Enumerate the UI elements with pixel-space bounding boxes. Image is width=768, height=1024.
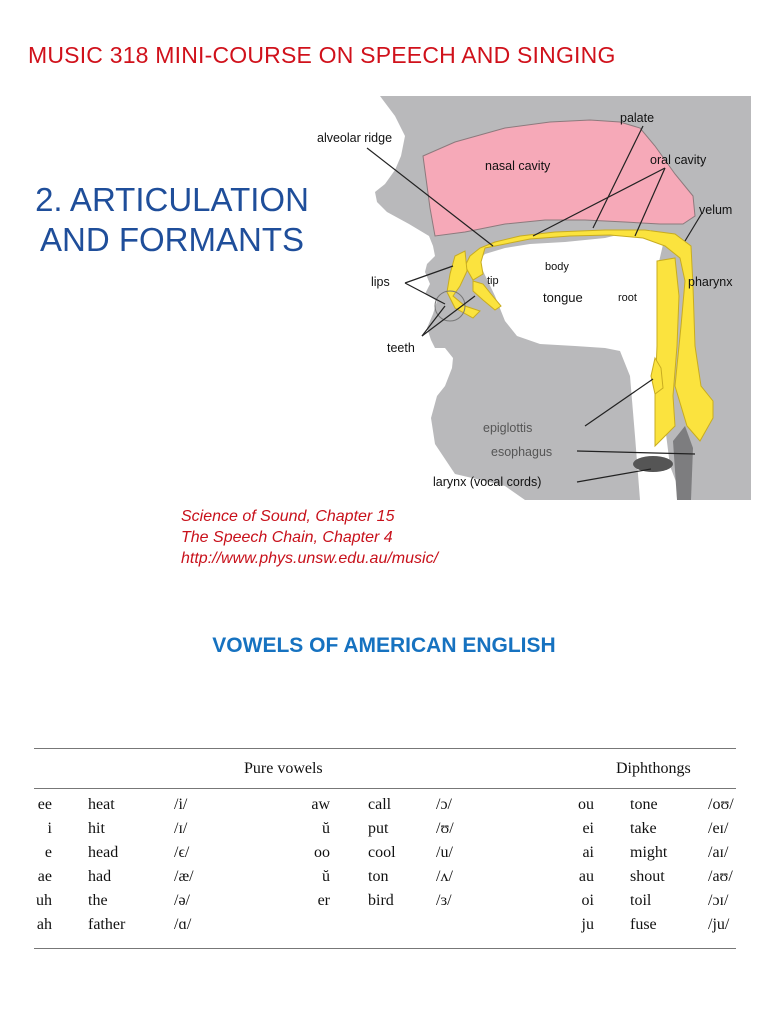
table-cell: /ɔ/: [436, 796, 452, 813]
label-teeth: teeth: [387, 341, 415, 355]
table-bottom-rule: [34, 948, 736, 949]
table-cell: might: [630, 844, 668, 861]
table-cell: aw: [311, 796, 330, 813]
table-cell: ton: [368, 868, 389, 885]
section-title-line1: 2. ARTICULATION: [35, 181, 309, 218]
label-nasal-cavity: nasal cavity: [485, 159, 551, 173]
table-cell: ae: [37, 868, 52, 885]
vocal-tract-diagram: [305, 96, 751, 500]
table-cell: /ɪ/: [174, 820, 188, 837]
label-root: root: [618, 292, 637, 304]
table-cell: the: [88, 892, 108, 909]
table-cell: toil: [630, 892, 652, 909]
table-cell: /u/: [436, 844, 453, 861]
table-cell: /æ/: [174, 868, 194, 885]
label-palate: palate: [620, 111, 655, 125]
table-cell: take: [630, 820, 657, 837]
table-cell: ei: [582, 820, 594, 837]
reference-url[interactable]: http://www.phys.unsw.edu.au/music/: [181, 550, 439, 567]
vowels-heading: VOWELS OF AMERICAN ENGLISH: [212, 634, 556, 657]
table-cell: /ə/: [174, 892, 190, 909]
table-cell: cool: [368, 844, 396, 861]
table-header-rule: [34, 788, 736, 789]
table-cell: /ɔɪ/: [708, 892, 729, 909]
table-cell: /eɪ/: [708, 820, 729, 837]
reference-2: The Speech Chain, Chapter 4: [181, 529, 393, 546]
table-cell: had: [88, 868, 112, 885]
table-cell: tone: [630, 796, 658, 813]
table-cell: /ʌ/: [436, 868, 453, 885]
table-cell: fuse: [630, 916, 657, 933]
label-tip: tip: [487, 275, 499, 287]
table-cell: /ϵ/: [174, 844, 190, 861]
table-cell: bird: [368, 892, 394, 909]
table-cell: /aɪ/: [708, 844, 729, 861]
label-pharynx: pharynx: [688, 275, 733, 289]
table-cell: /aʊ/: [708, 868, 733, 885]
vowel-table: [34, 734, 736, 954]
table-cell: /oʊ/: [708, 796, 734, 813]
table-cell: oi: [581, 892, 594, 909]
label-alveolar-ridge: alveolar ridge: [317, 131, 393, 145]
label-oral-cavity: oral cavity: [650, 153, 707, 167]
table-cell: /i/: [174, 796, 188, 813]
label-epiglottis: epiglottis: [483, 421, 533, 435]
course-title: MUSIC 318 MINI-COURSE ON SPEECH AND SINGING: [28, 42, 616, 68]
table-cell: ŭ: [322, 868, 330, 885]
table-cell: i: [47, 820, 52, 837]
table-cell: oo: [314, 844, 330, 861]
table-cell: /ʊ/: [436, 820, 454, 837]
table-cell: ee: [37, 796, 52, 813]
table-cell: /ju/: [708, 916, 730, 933]
table-cell: ŭ: [322, 820, 330, 837]
table-cell: /ɑ/: [174, 916, 192, 933]
label-larynx: larynx (vocal cords): [433, 475, 542, 489]
table-cell: er: [317, 892, 330, 909]
table-cell: ah: [36, 916, 52, 933]
references: [181, 506, 438, 569]
table-cell: /ɜ/: [436, 892, 452, 909]
table-top-rule: [34, 748, 736, 749]
table-cell: call: [368, 796, 392, 813]
table-cell: ou: [578, 796, 594, 813]
table-cell: head: [88, 844, 119, 861]
table-cell: father: [88, 916, 126, 933]
label-body: body: [545, 261, 569, 273]
table-cell: e: [44, 844, 52, 861]
table-cell: hit: [88, 820, 105, 837]
table-cell: au: [578, 868, 594, 885]
label-esophagus: esophagus: [491, 445, 553, 459]
table-cell: ju: [581, 916, 594, 933]
table-cell: shout: [630, 868, 665, 885]
label-lips: lips: [371, 275, 390, 289]
section-title-line2: AND FORMANTS: [40, 221, 304, 258]
label-velum: velum: [699, 203, 733, 217]
reference-1: Science of Sound, Chapter 15: [181, 508, 395, 525]
table-cell: put: [368, 820, 389, 837]
section-title: [22, 180, 322, 260]
table-cell: ai: [582, 844, 594, 861]
header-pure-vowels: Pure vowels: [244, 760, 323, 777]
table-cell: heat: [88, 796, 115, 813]
larynx-shape: [633, 456, 673, 472]
label-tongue: tongue: [543, 290, 583, 305]
table-cell: uh: [36, 892, 52, 909]
header-diphthongs: Diphthongs: [616, 760, 691, 777]
